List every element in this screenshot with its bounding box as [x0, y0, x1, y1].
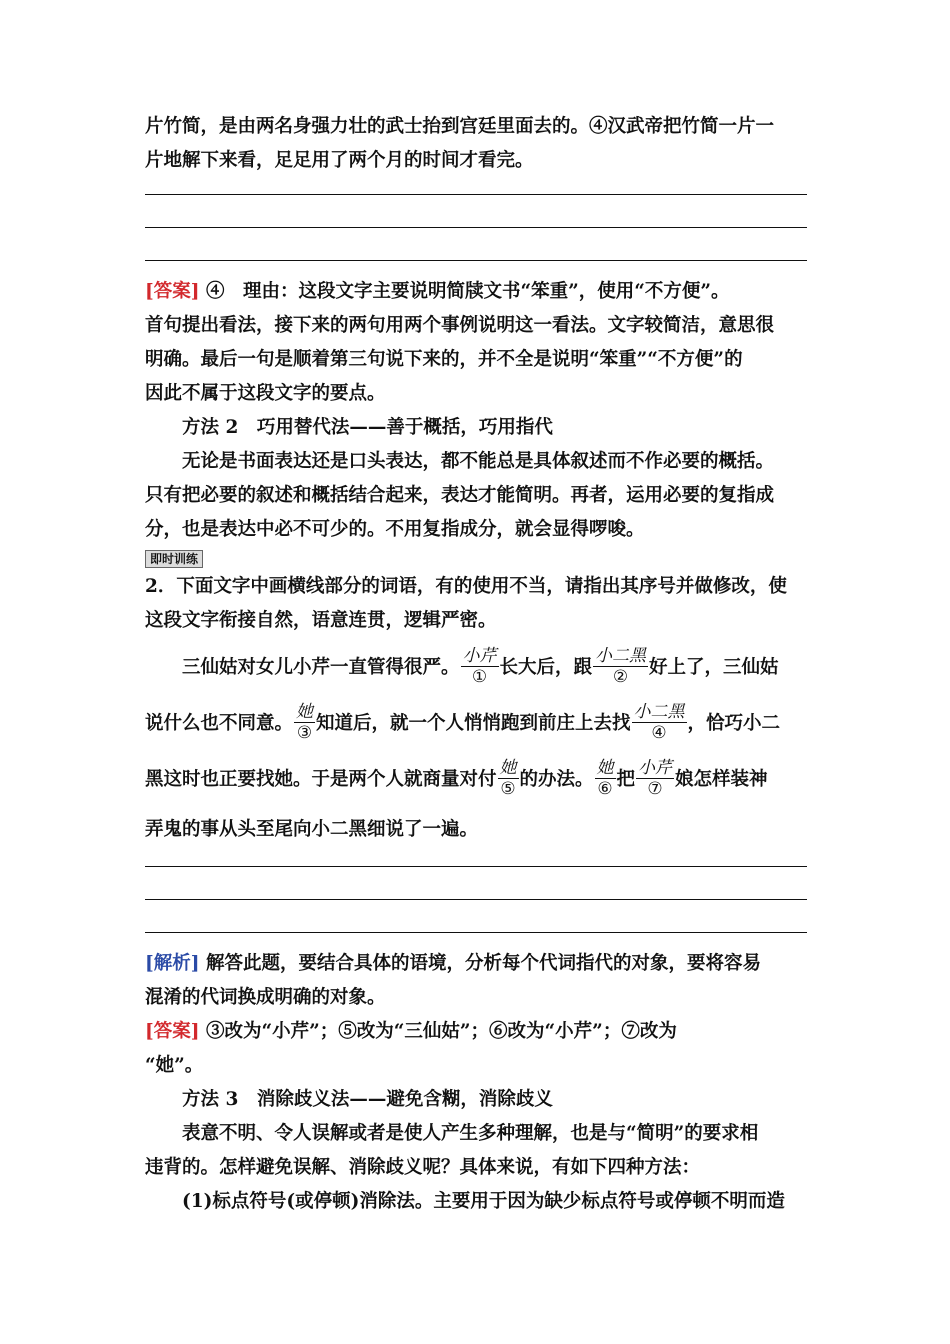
- underlined-word-text: 她: [499, 757, 517, 778]
- underlined-word: [632, 702, 687, 743]
- answer1-line: 因此不属于这段文字的要点。: [145, 383, 386, 404]
- item-number: ③: [296, 722, 313, 743]
- method2-body-line: 分，也是表达中必不可少的。不用复指成分，就会显得啰唆。: [145, 519, 645, 540]
- method3-title: 方法 3 消除歧义法——避免含糊，消除歧义: [182, 1089, 553, 1110]
- item-number: ⑥: [597, 778, 613, 799]
- underlined-word: [498, 758, 519, 799]
- underlined-word: [294, 702, 315, 743]
- underlined-word: [636, 758, 674, 799]
- story-passage: [145, 638, 807, 850]
- story-line-4: [145, 806, 807, 850]
- story-text: 的办法。: [519, 769, 594, 790]
- underlined-word: [461, 646, 499, 687]
- item-number: ④: [651, 722, 667, 743]
- analysis-tag: [解析]: [145, 953, 200, 974]
- story-text: 知道后，就一个人悄悄跑到前庄上去找: [316, 713, 631, 734]
- analysis-first-line: [145, 947, 807, 981]
- answer1-first-line: [145, 275, 807, 309]
- method2-body-line: 只有把必要的叙述和概括结合起来，表达才能简明。再者，运用必要的复指成: [145, 485, 775, 506]
- underlined-word: [593, 646, 648, 687]
- answer1-line: 明确。最后一句是顺着第三句说下来的，并不全是说明“笨重”“不方便”的: [145, 349, 743, 370]
- underlined-word-text: 小芹: [638, 757, 673, 778]
- answer1-text: ④ 理由：这段文字主要说明简牍文书“笨重”，使用“不方便”。: [205, 281, 730, 302]
- story-line-1: [145, 638, 807, 694]
- analysis-text: 解答此题，要结合具体的语境，分析每个代词指代的对象，要将容易: [205, 953, 761, 974]
- document-page: [145, 110, 807, 1219]
- method2-title: 方法 2 巧用替代法——善于概括，巧用指代: [182, 417, 553, 438]
- answer-tag: [答案]: [145, 1021, 200, 1042]
- answer2-text: ③改为“小芹”；⑤改为“三仙姑”；⑥改为“小芹”；⑦改为: [205, 1021, 677, 1042]
- intro-line-1: 片竹简，是由两名身强力壮的武士抬到宫廷里面去的。④汉武帝把竹简一片一: [145, 116, 775, 137]
- story-text: 长大后，跟: [499, 657, 593, 678]
- story-text: 把: [616, 769, 636, 790]
- item-number: ⑦: [647, 778, 663, 799]
- method3-body-line: (1)标点符号(或停顿)消除法。主要用于因为缺少标点符号或停顿不明而造: [182, 1191, 785, 1212]
- underlined-word-text: 她: [596, 757, 614, 778]
- method2-body-line: 无论是书面表达还是口头表达，都不能总是具体叙述而不作必要的概括。: [182, 451, 775, 472]
- question2-line: 2．下面文字中画横线部分的词语，有的使用不当，请指出其序号并做修改，使: [145, 576, 787, 597]
- story-text: 娘怎样装神: [675, 769, 768, 790]
- item-number: ①: [471, 666, 488, 687]
- story-text: 黑这时也正要找她。于是两个人就商量对付: [145, 769, 497, 790]
- story-text: 三仙姑对女儿小芹一直管得很严。: [182, 657, 460, 678]
- answer2-second-line: “她”。: [145, 1055, 204, 1076]
- story-line-3: [145, 750, 807, 806]
- practice-badge: 即时训练: [145, 550, 203, 568]
- question2-line: 这段文字衔接自然，语意连贯，逻辑严密。: [145, 610, 497, 631]
- answer-tag: [答案]: [145, 281, 200, 302]
- underlined-word-text: 小二黑: [595, 645, 647, 666]
- answer2-first-line: [145, 1015, 807, 1049]
- story-text: 好上了，三仙姑: [649, 657, 779, 678]
- item-number: ⑤: [500, 778, 516, 799]
- story-line-2: [145, 694, 807, 750]
- story-text: ，恰巧小二: [687, 713, 781, 734]
- analysis-second-line: 混淆的代词换成明确的对象。: [145, 987, 386, 1008]
- story-text: 说什么也不同意。: [145, 713, 294, 734]
- method3-body-line: 违背的。怎样避免误解、消除歧义呢？具体来说，有如下四种方法：: [145, 1157, 701, 1178]
- underlined-word-text: 她: [296, 701, 314, 722]
- underlined-word-text: 小芹: [462, 645, 497, 666]
- item-number: ②: [612, 666, 629, 687]
- underlined-word: [595, 758, 616, 799]
- intro-line-2: 片地解下来看，足足用了两个月的时间才看完。: [145, 150, 534, 171]
- underlined-word-text: 小二黑: [633, 701, 685, 722]
- story-text: 弄鬼的事从头至尾向小二黑细说了一遍。: [145, 819, 479, 840]
- answer1-line: 首句提出看法，接下来的两句用两个事例说明这一看法。文字较简洁，意思很: [145, 315, 775, 336]
- method3-body-line: 表意不明、令人误解或者是使人产生多种理解，也是与“简明”的要求相: [182, 1123, 759, 1144]
